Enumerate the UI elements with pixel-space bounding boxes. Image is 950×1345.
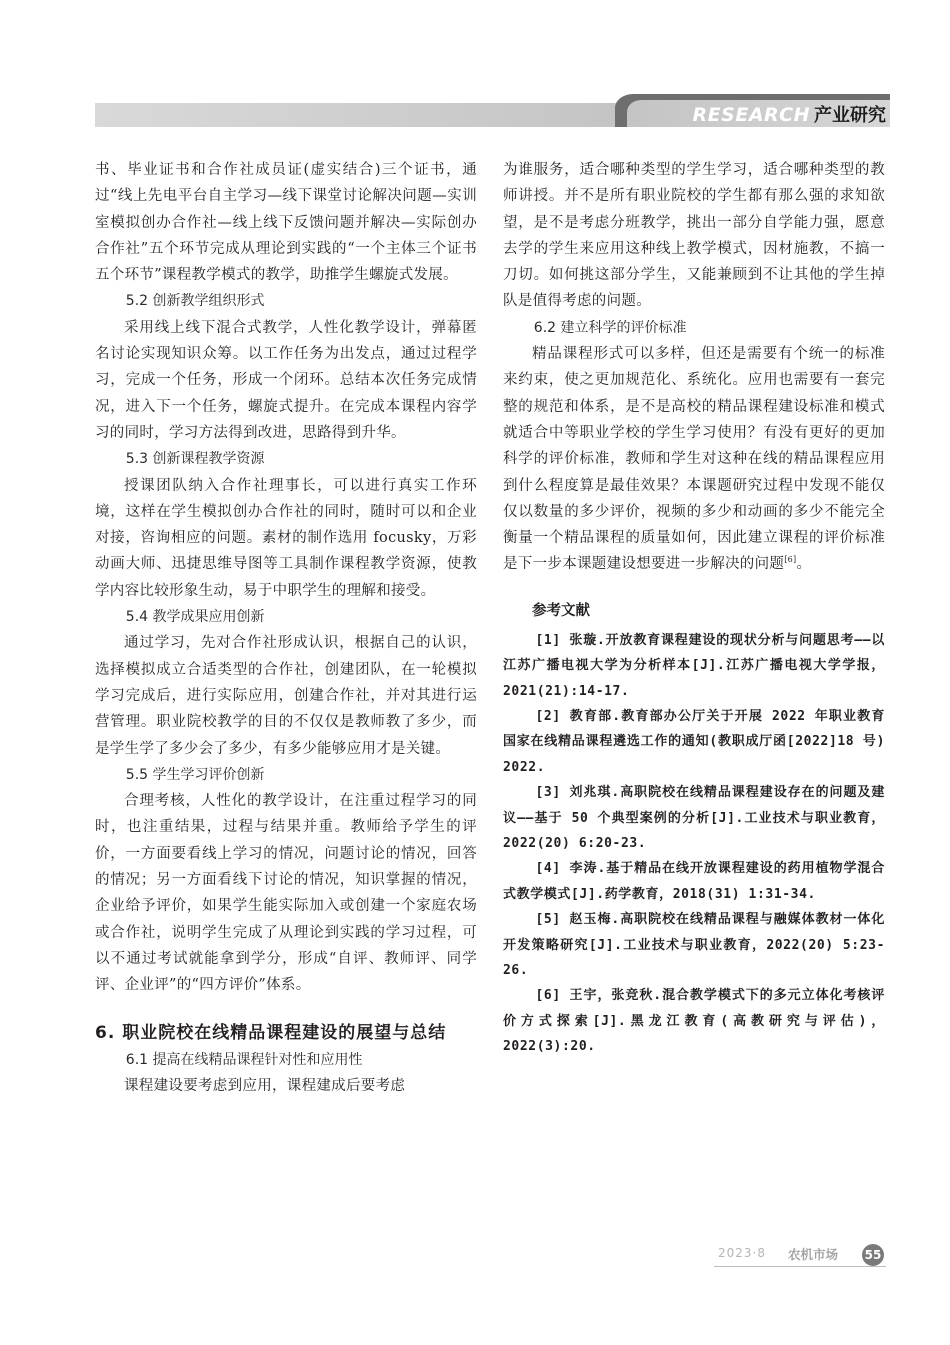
paragraph-6-2 [503, 341, 885, 578]
right-column [503, 157, 885, 1060]
paragraph-6-1: 课程建设要考虑到应用，课程建成后要考虑 [124, 1077, 406, 1094]
left-column [95, 157, 477, 1099]
footer-rule [714, 1266, 886, 1267]
reference-item: [5] 赵玉梅.高职院校在线精品课程与融媒体教材一体化开发策略研究[J].工业技术与职业教育，2022(20) 5:23-26. [503, 912, 885, 979]
section-label-en: RESEARCH [692, 104, 810, 126]
page-number: 55 [862, 1244, 884, 1266]
paragraph-6-1-continued: 为谁服务，适合哪种类型的学生学习，适合哪种类型的教师讲授。并不是所有职业院校的学生都有那么强的求知欲望，是不是考虑分班教学，挑出一部分自学能力强，愿意去学的学生来应用这种线上教学模式，因材施教，不搞一刀切。如何挑这部分学生，又能兼顾到不让其他的学生掉队是值得考虑的问题。 [503, 162, 885, 310]
heading-6-1: 6.1 提高在线精品课程针对性和应用性 [125, 1051, 363, 1068]
paragraph-6-2-end: 。 [796, 556, 812, 573]
heading-5-2: 5.2 创新教学组织形式 [125, 293, 265, 310]
citation-6: [6] [784, 555, 797, 565]
reference-item: [2] 教育部.教育部办公厅关于开展 2022 年职业教育国家在线精品课程遴选工作的通知(教职成厅函[2022]18 号) 2022. [503, 708, 885, 775]
heading-5-5: 5.5 学生学习评价创新 [125, 766, 265, 783]
reference-item: [4] 李涛.基于精品在线开放课程建设的药用植物学混合式教学模式[J].药学教育，2018(31) 1:31-34. [503, 861, 885, 902]
reference-item: [3] 刘兆琪.高职院校在线精品课程建设存在的问题及建议——基于 50 个典型案例的分析[J].工业技术与职业教育，2022(20) 6:20-23. [503, 785, 885, 851]
section-label-cn: 产业研究 [814, 105, 886, 126]
heading-6-2: 6.2 建立科学的评价标准 [533, 319, 687, 336]
page-footer [714, 1244, 886, 1266]
section-header [693, 102, 886, 128]
paragraph-5-5: 合理考核，人性化的教学设计，在注重过程学习的同时，也注重结果，过程与结果并重。教师给予学生的评价，一方面要看线上学习的情况，问题讨论的情况，回答的情况；另一方面看线下讨论的情况，知识掌握的情况，企业给予评价，如果学生能实际加入或创建一个家庭农场或合作社，说明学生完成了从理论到实践的学习过程，可以不通过考试就能拿到学分，形成“自评、教师评、同学评、企业评”的“四方评价”体系。 [95, 793, 477, 994]
paragraph-continued: 书、毕业证书和合作社成员证(虚实结合)三个证书，通过“线上先电平台自主学习—线下课堂讨论解决问题—实训室模拟创办合作社—线上线下反馈问题并解决—实际创办合作社”五个环节完成从理论到实践的“一个主体三个证书五个环节”课程教学模式的教学，助推学生螺旋式发展。 [95, 162, 477, 284]
magazine-name: 农机市场 [788, 1247, 839, 1262]
references-title: 参考文献 [532, 602, 590, 619]
paragraph-5-2: 采用线上线下混合式教学，人性化教学设计，弹幕匿名讨论实现知识众筹。以工作任务为出发点，通过过程学习，完成一个任务，形成一个闭环。总结本次任务完成情况，进入下一个任务，螺旋式提升。在完成本课程内容学习的同时，学习方法得到改进，思路得到升华。 [95, 319, 477, 441]
heading-6: 6. 职业院校在线精品课程建设的展望与总结 [95, 1022, 447, 1043]
issue-date: 2023·8 [718, 1246, 766, 1260]
paragraph-5-4: 通过学习，先对合作社形成认识，根据自己的认识，选择模拟成立合适类型的合作社，创建团队，在一轮模拟学习完成后，进行实际应用，创建合作社，并对其进行运营管理。职业院校教学的目的不仅仅是教师教了多少，而是学生学了多少会了多少，有多少能够应用才是关键。 [95, 635, 477, 757]
paragraph-6-2-text: 精品课程形式可以多样，但还是需要有个统一的标准来约束，使之更加规范化、系统化。应用也需要有一套完整的规范和体系，是不是高校的精品课程建设标准和模式就适合中等职业学校的学生学习使用？有没有更好的更加科学的评价标准，教师和学生对这种在线的精品课程应用到什么程度算是最佳效果？本课题研究过程中发现不能仅仅以数量的多少评价，视频的多少和动画的多少不能完全衡量一个精品课程的质量如何，因此建立课程的评价标准是下一步本课题建设想要进一步解决的问题 [503, 346, 885, 573]
reference-item: [1] 张璇.开放教育课程建设的现状分析与问题思考——以江苏广播电视大学为分析样本[J].江苏广播电视大学学报，2021(21):14-17. [503, 632, 885, 699]
heading-5-4: 5.4 教学成果应用创新 [125, 609, 265, 626]
reference-item: [6] 王宇，张竞秋.混合教学模式下的多元立体化考核评价方式探索[J].黑龙江教育(高教研究与评估)，2022(3):20. [503, 988, 885, 1055]
paragraph-5-3: 授课团队纳入合作社理事长，可以进行真实工作环境，这样在学生模拟创办合作社的同时，随时可以和企业对接，咨询相应的问题。素材的制作选用 focusky，万彩动画大师、迅捷思维导图等工具制作课程教学资源，使教学内容比较形象生动，易于中职学生的理解和接受。 [95, 477, 477, 599]
heading-5-3: 5.3 创新课程教学资源 [125, 451, 265, 468]
